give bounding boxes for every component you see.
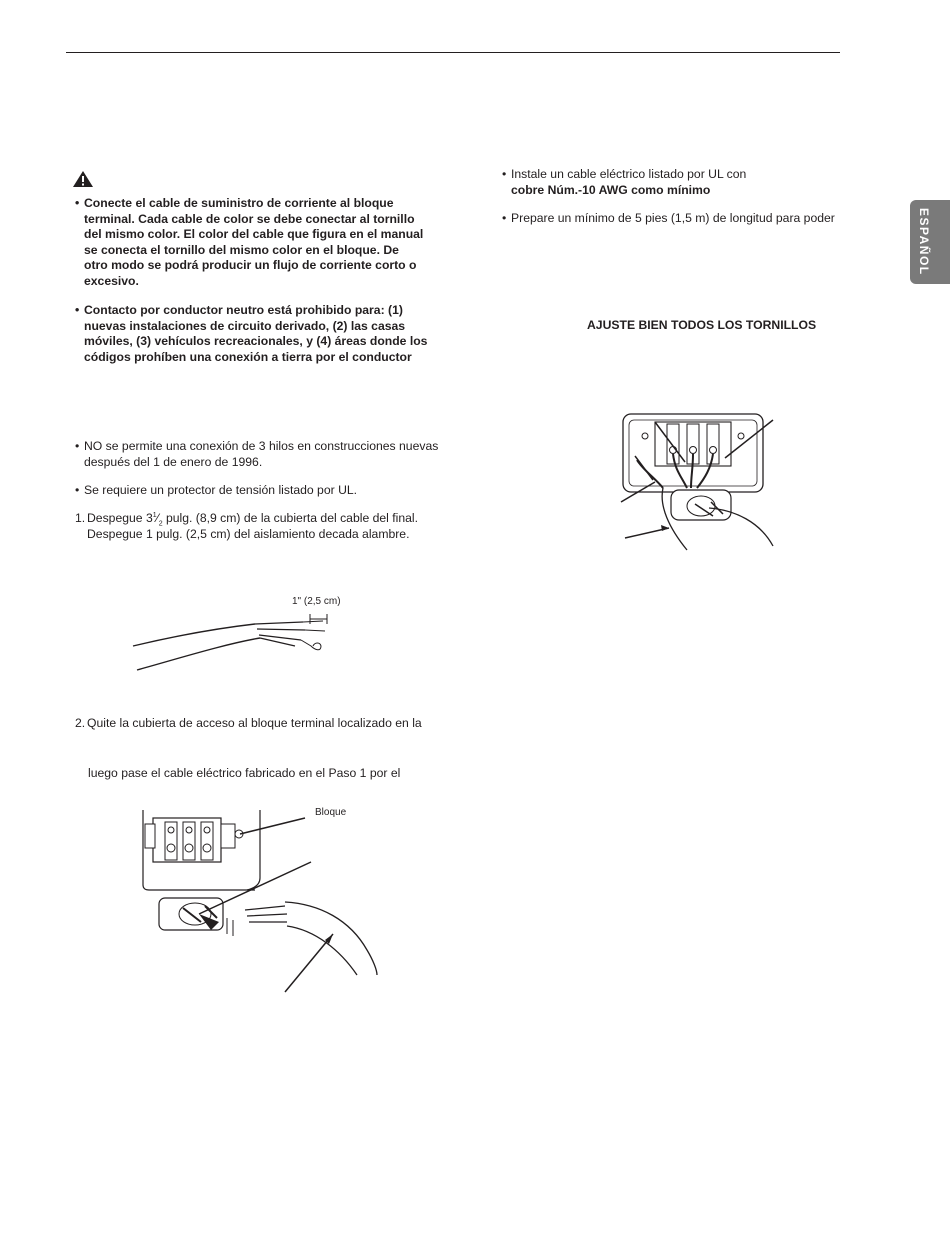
warning-bullet-2-line: nuevas instalaciones de circuito derivado, (2) las casas [84,318,406,333]
stripped-cable-figure [125,608,345,688]
right-bullet-1-line-2: cobre Núm.-10 AWG como mínimo [511,182,711,197]
right-bullet-1: • Instale un cable eléctrico listado por UL con cobre Núm.-10 AWG como mínimo [502,167,747,197]
fraction-numerator: 1 [152,511,157,519]
warning-bullet-1-line: se conecta el tornillo del mismo color en el bloque. De [84,242,399,257]
language-tab [910,200,950,284]
warning-bullet-1-line: excesivo. [84,273,139,288]
fraction-denominator: 2 [158,520,163,528]
terminal-block-label: Bloque [315,807,347,818]
right-bullet-2: • Prepare un mínimo de 5 pies (1,5 m) de longitud para poder [502,211,835,225]
warning-bullet-1-line: del mismo color. El color del cable que figura en el manual [84,227,424,242]
warning-bullet-2-line: Contacto por conductor neutro está prohibido para: (1) [84,303,403,317]
step-2-line-1: Quite la cubierta de acceso al bloque terminal localizado en la [87,716,422,730]
warning-bullet-2-line: móviles, (3) vehículos recreacionales, y (4) áreas donde los [84,334,428,349]
step-1-line-2: Despegue 1 pulg. (2,5 cm) del aislamiento decada alambre. [87,526,410,541]
left-bullet-1: • NO se permite una conexión de 3 hilos en construcciones nuevas después del 1 de enero de 1996. [75,439,439,469]
fraction-slash: ⁄ [156,511,159,525]
step-1-text-b: pulg. (8,9 cm) de la cubierta del cable del final. [162,511,418,525]
warning-bullet-1-line: otro modo se podrá producir un flujo de corriente corto o [84,258,417,273]
step-1-line-1 [75,511,418,527]
step-2 [75,716,422,732]
left-bullet-2: • Se requiere un protector de tensión listado por UL. [75,483,358,497]
step-2-line-2: luego pase el cable eléctrico fabricado en el Paso 1 por el [88,766,401,780]
warning-bullet-1: • Conecte el cable de suministro de corriente al bloque terminal. Cada cable de color se debe conectar al tornillo del mismo color. El color del cable que figura en el manual se conecta el tornillo del mismo color en el bloque. De otro modo se podrá producir un flujo de corriente corto o excesivo. [75,196,424,288]
step-1 [75,511,418,542]
language-tab-label: ESPAÑOL [917,208,931,276]
warning-bullet-2-line: códigos prohíben una conexión a tierra por el conductor [84,349,412,364]
warning-triangle-icon [72,170,94,188]
left-bullet-1-line: después del 1 de enero de 1996. [84,454,263,469]
strip-length-label: 1" (2,5 cm) [292,596,341,607]
left-bullet-1-line: NO se permite una conexión de 3 hilos en construcciones nuevas [84,439,439,453]
header-rule [66,52,840,53]
step-2-number: 2. [75,716,86,730]
step-1-number: 1. [75,511,86,525]
warning-bullet-1-line: Conecte el cable de suministro de corriente al bloque [84,196,394,210]
right-bullet-1-line-1: Instale un cable eléctrico listado por UL con [511,167,747,181]
left-bullet-2-line: Se requiere un protector de tensión listado por UL. [84,483,358,497]
warning-bullet-2: • Contacto por conductor neutro está prohibido para: (1) nuevas instalaciones de circuito derivado, (2) las casas móviles, (3) vehículos recreacionales, y (4) áreas donde los códigos prohíben una conexión a tierra por el conductor [75,303,428,364]
wiring-connection-figure [615,410,785,550]
tighten-screws-note: AJUSTE BIEN TODOS LOS TORNILLOS [587,318,817,332]
right-bullet-2-line-1: Prepare un mínimo de 5 pies (1,5 m) de longitud para poder [511,211,835,225]
warning-bullet-1-line: terminal. Cada cable de color se debe conectar al tornillo [84,211,415,226]
terminal-block-figure [135,810,395,1000]
step-1-text-a: Despegue 3 [87,511,153,525]
